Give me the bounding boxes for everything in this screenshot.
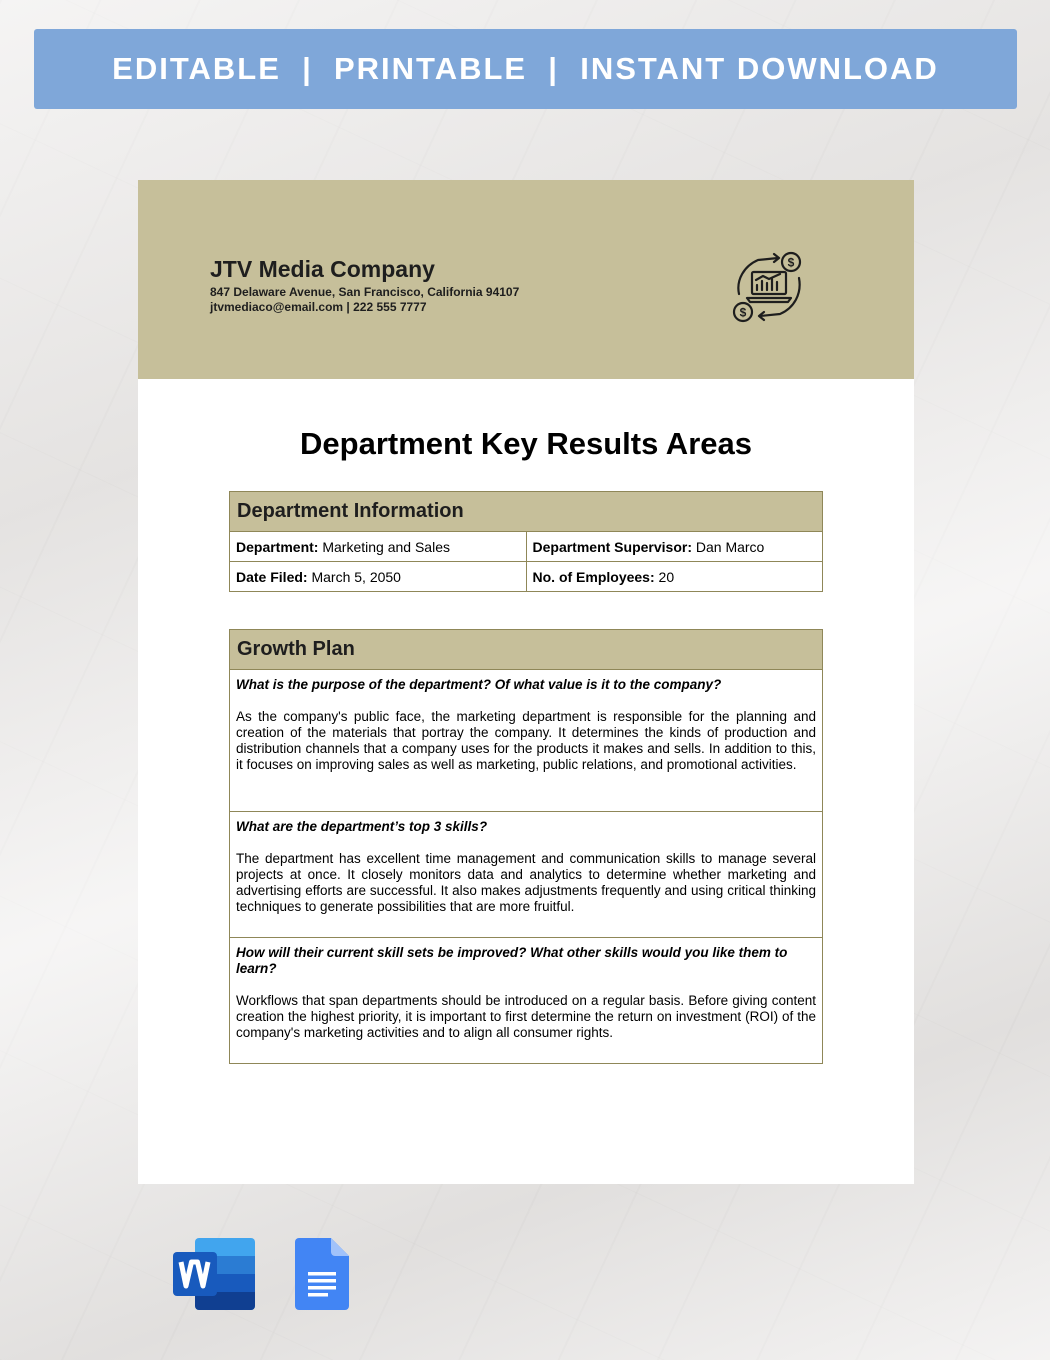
employees-label: No. of Employees: (532, 568, 655, 585)
department-cell (230, 532, 527, 562)
employees-value: 20 (658, 568, 675, 585)
word-icon[interactable] (173, 1238, 255, 1310)
date-filed-label: Date Filed: (236, 568, 308, 585)
growth-answer: As the company's public face, the marketing department is responsible for the planning and creation of the materials that portray the company. It determines the kinds of production and distribution channels that a company uses for the products it makes and sells. In addition to this, it focuses on improving sales as well as marketing, public relations, and promotional activities. (236, 709, 816, 772)
growth-plan-item (230, 812, 823, 938)
svg-text:$: $ (787, 255, 795, 270)
date-filed-cell (230, 562, 527, 592)
growth-question: What is the purpose of the department? Of what value is it to the company? (236, 677, 722, 692)
document-title: Department Key Results Areas (300, 426, 752, 461)
google-docs-icon[interactable] (295, 1238, 349, 1310)
growth-plan-item (230, 670, 823, 812)
department-info-heading: Department Information (230, 492, 823, 532)
document-page (138, 180, 914, 1184)
department-label: Department: (236, 538, 319, 555)
svg-text:$: $ (739, 305, 747, 320)
growth-answer: The department has excellent time management and communication skills to manage several projects at once. It closely monitors data and analytics to determine whether marketing and advertising efforts are successful. It also makes adjustments frequently and using critical thinking techniques to generate possibilities that are more fruitful. (236, 851, 816, 914)
company-address: 847 Delaware Avenue, San Francisco, California 94107 (210, 285, 520, 299)
finance-cycle-icon (732, 250, 806, 324)
growth-answer: Workflows that span departments should be introduced on a regular basis. Before giving content creation the highest priority, it is important to first determine the return on investment (ROI) of the company's marketing activities and to align all consumer rights. (236, 993, 816, 1040)
supervisor-cell (526, 532, 823, 562)
growth-question: How will their current skill sets be improved? What other skills would you like them to learn? (236, 945, 788, 976)
date-filed-value: March 5, 2050 (311, 568, 401, 585)
letterhead (138, 180, 914, 379)
company-contact: jtvmediaco@email.com | 222 555 7777 (210, 300, 427, 314)
department-value: Marketing and Sales (322, 538, 450, 555)
format-banner (34, 29, 1017, 109)
company-name: JTV Media Company (210, 256, 435, 282)
employees-cell (526, 562, 823, 592)
growth-plan-heading: Growth Plan (230, 630, 823, 670)
growth-question: What are the department’s top 3 skills? (236, 819, 488, 834)
banner-text: EDITABLE | PRINTABLE | INSTANT DOWNLOAD (112, 51, 939, 86)
growth-plan-table (229, 629, 823, 1064)
supervisor-label: Department Supervisor: (532, 538, 692, 555)
growth-plan-item (230, 938, 823, 1064)
supervisor-value: Dan Marco (695, 538, 765, 555)
department-info-table (229, 491, 823, 592)
